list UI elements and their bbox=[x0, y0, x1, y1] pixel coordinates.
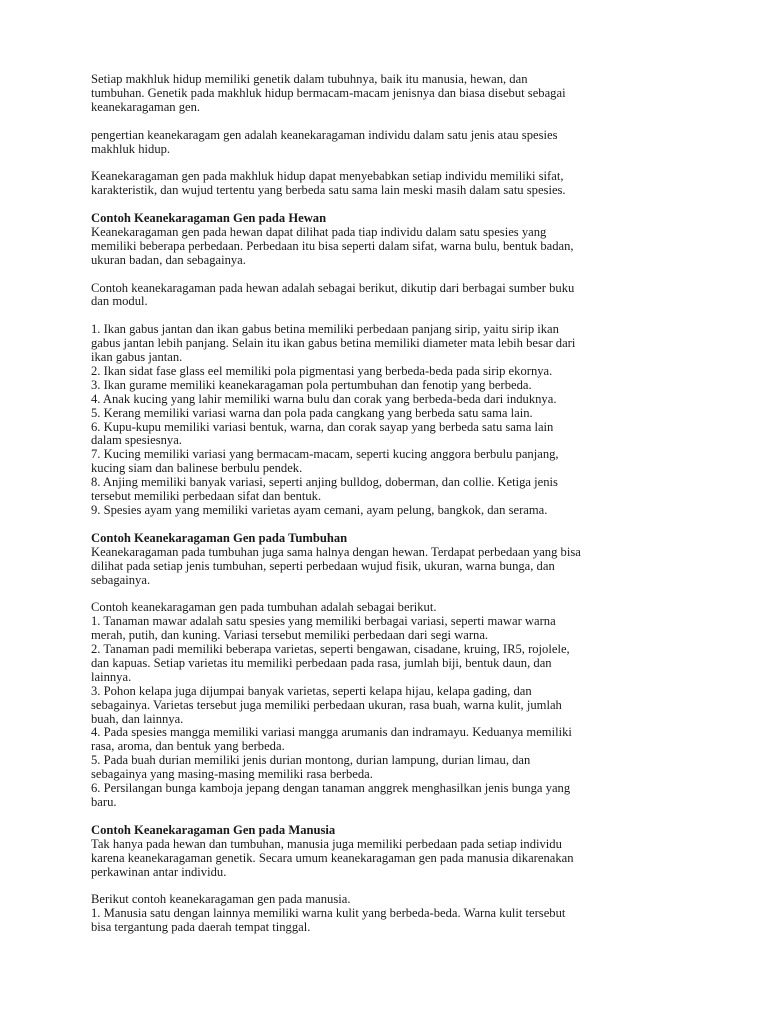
list-item: 8. Anjing memiliki banyak variasi, seperti anjing bulldog, doberman, dan collie. Ketiga jenis bbox=[91, 475, 558, 490]
list-item: 1. Ikan gabus jantan dan ikan gabus betina memiliki perbedaan panjang sirip, yaitu sirip ikan bbox=[91, 322, 559, 337]
intro-paragraph-3: Keanekaragaman gen pada makhluk hidup dapat menyebabkan setiap individu memiliki sifat, karakteristik, dan wujud tertentu yang berbeda satu sama lain meski masih dalam satu spesies. bbox=[91, 169, 566, 198]
list-item: baru. bbox=[91, 795, 117, 810]
tumbuhan-list bbox=[91, 601, 681, 810]
list-item: tersebut memiliki perbedaan sifat dan bentuk. bbox=[91, 489, 322, 504]
section-tumbuhan: Contoh Keanekaragaman Gen pada Tumbuhan Keanekaragaman pada tumbuhan juga sama halnya dengan hewan. Terdapat perbedaan yang bisa dilihat pada setiap jenis tumbuhan, seperti perbedaan wujud fisik, ukuran, warna bunga, dan sebagainya. bbox=[91, 532, 681, 588]
list-item: gabus jantan lebih panjang. Selain itu ikan gabus betina memiliki diameter mata lebih besar dari bbox=[91, 336, 576, 351]
list-item: ikan gabus jantan. bbox=[91, 350, 183, 365]
list-item: merah, putih, dan kuning. Variasi tersebut memiliki perbedaan dari segi warna. bbox=[91, 628, 489, 643]
list-item: sebagainya. Varietas tersebut juga memiliki perbedaan ukuran, rasa buah, warna kulit, jumlah bbox=[91, 697, 562, 712]
list-item: 6. Kupu-kupu memiliki variasi bentuk, warna, dan corak sayap yang berbeda satu sama lain bbox=[91, 419, 554, 434]
section-heading-manusia: Contoh Keanekaragaman Gen pada Manusia bbox=[91, 822, 336, 837]
list-item: 3. Pohon kelapa juga dijumpai banyak varietas, seperti kelapa hijau, kelapa gading, dan bbox=[91, 683, 532, 698]
intro-paragraph-1: Setiap makhluk hidup memiliki genetik dalam tubuhnya, baik itu manusia, hewan, dan tumbuhan. Genetik pada makhluk hidup bermacam-macam jenisnya dan biasa disebut sebagai keanekaragaman gen. bbox=[91, 72, 566, 114]
document-page bbox=[91, 73, 681, 935]
list-item: 3. Ikan gurame memiliki keanekaragaman pola pertumbuhan dan fenotip yang berbeda. bbox=[91, 377, 532, 392]
intro-paragraph-2: pengertian keanekaragam gen adalah keanekaragaman individu dalam satu jenis atau spesies makhluk hidup. bbox=[91, 127, 558, 156]
hewan-list bbox=[91, 323, 681, 518]
list-item: 1. Manusia satu dengan lainnya memiliki warna kulit yang berbeda-beda. Warna kulit tersebut bbox=[91, 906, 566, 921]
list-item: 2. Tanaman padi memiliki beberapa varietas, seperti bengawan, cisadane, kruing, IR5, rojolele, bbox=[91, 642, 570, 657]
list-item: buah, dan lainnya. bbox=[91, 711, 184, 726]
list-item: 4. Pada spesies mangga memiliki variasi mangga arumanis dan indramayu. Keduanya memiliki bbox=[91, 725, 572, 740]
list-item: Berikut contoh keanekaragaman gen pada manusia. bbox=[91, 892, 351, 907]
list-item: 5. Kerang memiliki variasi warna dan pola pada cangkang yang berbeda satu sama lain. bbox=[91, 405, 533, 420]
list-item: dalam spesiesnya. bbox=[91, 433, 182, 448]
list-item: 1. Tanaman mawar adalah satu spesies yang memiliki berbagai variasi, seperti mawar warna bbox=[91, 614, 556, 629]
list-item: dan kapuas. Setiap varietas itu memiliki perbedaan pada rasa, jumlah biji, bentuk daun, dan bbox=[91, 655, 552, 670]
list-item: 9. Spesies ayam yang memiliki varietas ayam cemani, ayam pelung, bangkok, dan serama. bbox=[91, 503, 548, 518]
list-item: sebagainya yang masing-masing memiliki rasa berbeda. bbox=[91, 767, 373, 782]
section-heading-tumbuhan: Contoh Keanekaragaman Gen pada Tumbuhan bbox=[91, 530, 348, 545]
list-item: 5. Pada buah durian memiliki jenis durian montong, durian lampung, durian limau, dan bbox=[91, 753, 531, 768]
list-item: 6. Persilangan bunga kamboja jepang dengan tanaman anggrek menghasilkan jenis bunga yang bbox=[91, 781, 571, 796]
section-hewan: Contoh Keanekaragaman Gen pada Hewan Keanekaragaman gen pada hewan dapat dilihat pada tiap individu dalam satu spesies yang memiliki beberapa perbedaan. Perbedaan itu bisa seperti dalam sifat, warna bulu, bentuk badan, ukuran badan, dan sebagainya. bbox=[91, 212, 681, 268]
list-item: 7. Kucing memiliki variasi yang bermacam-macam, seperti kucing anggora berbulu panjang, bbox=[91, 447, 559, 462]
list-item: 2. Ikan sidat fase glass eel memiliki pola pigmentasi yang berbeda-beda pada sirip ekornya. bbox=[91, 363, 553, 378]
list-item: 4. Anak kucing yang lahir memiliki warna bulu dan corak yang berbeda-beda dari induknya. bbox=[91, 391, 557, 406]
list-item: Contoh keanekaragaman gen pada tumbuhan adalah sebagai berikut. bbox=[91, 600, 437, 615]
list-item: rasa, aroma, dan bentuk yang berbeda. bbox=[91, 739, 285, 754]
section-manusia: Contoh Keanekaragaman Gen pada Manusia Tak hanya pada hewan dan tumbuhan, manusia juga memiliki perbedaan pada setiap individu karena keanekaragaman genetik. Secara umum keanekaragaman gen pada manusia dikarenakan perkawinan antar individu. bbox=[91, 824, 681, 880]
list-item: kucing siam dan balinese berbulu pendek. bbox=[91, 461, 303, 476]
section-heading-hewan: Contoh Keanekaragaman Gen pada Hewan bbox=[91, 211, 327, 226]
manusia-list bbox=[91, 893, 681, 935]
hewan-intro-paragraph: Contoh keanekaragaman pada hewan adalah sebagai berikut, dikutip dari berbagai sumber buku dan modul. bbox=[91, 280, 575, 309]
list-item: lainnya. bbox=[91, 669, 132, 684]
list-item: bisa tergantung pada daerah tempat tinggal. bbox=[91, 920, 311, 935]
